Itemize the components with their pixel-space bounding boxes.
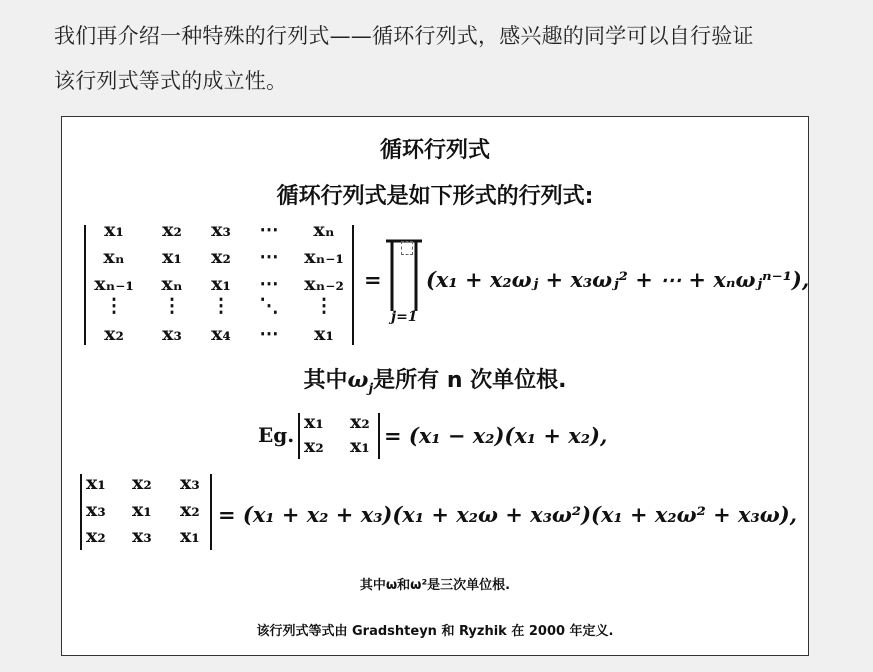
det3-cell: x₃ (132, 525, 152, 547)
figure-subtitle: 循环行列式是如下形式的行列式: (276, 184, 594, 209)
det3-left-bar (80, 474, 82, 550)
intro-paragraph (54, 14, 844, 104)
det-cell: x₂ (104, 323, 124, 345)
det-cell: ⋮ (104, 295, 124, 317)
det3-cell: x₃ (86, 499, 106, 521)
omega-symbol: ω (347, 367, 369, 393)
det2-left-bar (298, 413, 300, 459)
placeholder-box (401, 241, 413, 255)
det-cell: x₃ (162, 323, 182, 345)
det2-cell: x₁ (304, 411, 324, 433)
det2-cell: x₁ (350, 435, 370, 457)
det-cell: xₙ₋₁ (304, 246, 344, 268)
det3-cell: x₂ (180, 499, 200, 521)
det-cell: xₙ₋₂ (304, 273, 344, 295)
figure-title: 循环行列式 (379, 138, 490, 163)
example-2x2 (258, 409, 778, 459)
determinant-right-bar (352, 225, 354, 345)
det-cell: x₃ (211, 219, 231, 241)
det-cell: x₄ (211, 323, 231, 345)
where-prefix: 其中 (303, 368, 348, 393)
where-suffix: 是所有 n 次单位根. (373, 368, 567, 393)
example-3x3 (80, 472, 800, 552)
det-cell: x₂ (211, 246, 231, 268)
det-cell: ⋯ (259, 273, 279, 295)
product-subscript: j=1 (391, 309, 418, 325)
source-note: 该行列式等式由 Gradshteyn 和 Ryzhik 在 2000 年定义. (256, 624, 614, 639)
det-cell: x₁ (104, 219, 124, 241)
det-cell: xₙ (103, 246, 125, 268)
det-cell: ⋱ (259, 295, 279, 317)
det3-cell: x₂ (86, 525, 106, 547)
det-cell: x₁ (211, 273, 231, 295)
roots-of-unity-statement (62, 363, 808, 396)
det2-right-bar (378, 413, 380, 459)
det3-cell: x₁ (132, 499, 152, 521)
det3-cell: x₃ (180, 472, 200, 494)
circulant-determinant (84, 219, 352, 349)
det-cell: ⋮ (314, 295, 334, 317)
example-label: Eg. (258, 423, 295, 447)
omega-subscript: j (368, 381, 374, 397)
det3-cell: x₁ (86, 472, 106, 494)
det-cell: x₁ (314, 323, 334, 345)
det-cell: ⋯ (259, 323, 279, 345)
det3-cell: x₁ (180, 525, 200, 547)
det-cell: ⋯ (259, 246, 279, 268)
intro-line-1: 我们再介绍一种特殊的行列式——循环行列式，感兴趣的同学可以自行验证 (54, 24, 754, 48)
det3-cell: x₂ (132, 472, 152, 494)
det-cell: xₙ₋₁ (94, 273, 134, 295)
example-3x3-result: = (x₁ + x₂ + x₃)(x₁ + x₂ω + x₃ω²)(x₁ + x₂ω² + x₃ω), (218, 502, 797, 527)
det-cell: ⋯ (259, 219, 279, 241)
det-cell: x₁ (162, 246, 182, 268)
example-2x2-result: = (x₁ − x₂)(x₁ + x₂), (384, 423, 608, 448)
intro-line-2: 该行列式等式的成立性。 (54, 69, 288, 93)
omega-note: 其中ω和ω²是三次单位根. (359, 578, 511, 593)
det-cell: ⋮ (162, 295, 182, 317)
equals-sign: = (364, 267, 382, 292)
det-cell: ⋮ (211, 295, 231, 317)
det-cell: x₂ (162, 219, 182, 241)
det-cell: xₙ (161, 273, 183, 295)
det-cell: xₙ (313, 219, 335, 241)
det2-cell: x₂ (350, 411, 370, 433)
det3-right-bar (210, 474, 212, 550)
circulant-determinant-figure (61, 116, 809, 656)
det2-cell: x₂ (304, 435, 324, 457)
product-expression: (x₁ + x₂ωⱼ + x₃ωⱼ² + ⋯ + xₙωⱼⁿ⁻¹), (426, 267, 810, 292)
determinant-left-bar (84, 225, 86, 345)
